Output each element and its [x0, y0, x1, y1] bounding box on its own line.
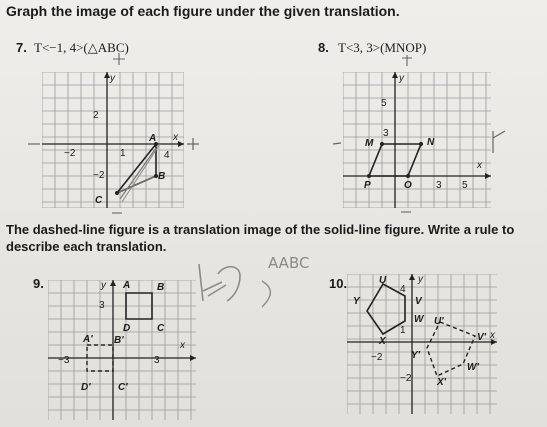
p8-point-m: M — [365, 138, 374, 149]
p9-tick-y3: 3 — [99, 300, 105, 311]
worksheet-title: Graph the image of each figure under the given translation. — [6, 3, 400, 19]
pencil-scribble-2 — [262, 281, 270, 307]
pencil-mark-right-8 — [493, 131, 505, 153]
p10-x-label: x — [490, 330, 495, 341]
p7-point-c: C — [95, 195, 103, 206]
pencil-scribble — [199, 264, 240, 301]
p10-point-x: X — [379, 336, 386, 347]
p8-x-label: x — [477, 160, 482, 171]
p10-point-y-prime: Y' — [411, 350, 421, 361]
p10-point-w: W — [414, 314, 424, 325]
handwritten-note: AABC — [268, 254, 310, 272]
p9-tick-xm3: −3 — [58, 355, 70, 366]
p8-tick-x5: 5 — [462, 180, 468, 191]
problem-7-label: T<−1, 4>(△ABC) — [34, 40, 129, 55]
p9-point-a: A — [123, 280, 131, 291]
p7-y-label: y — [110, 73, 115, 84]
pencil-plus-top-7 — [113, 53, 125, 65]
p9-x-label: x — [180, 340, 185, 351]
p9-point-c: C — [157, 323, 165, 334]
p10-y-label: y — [418, 274, 423, 285]
p7-point-a: A — [149, 133, 157, 144]
p10-point-v-prime: V' — [477, 332, 487, 343]
p8-tick-y5: 5 — [381, 98, 387, 109]
p9-point-d-prime: D' — [81, 382, 91, 393]
problem-10-number: 10. — [329, 276, 348, 291]
p10-tick-xm2: −2 — [371, 352, 383, 363]
problem-7-number: 7. — [16, 40, 27, 55]
p7-tick-y2: 2 — [93, 110, 99, 121]
p8-point-o: O — [404, 180, 412, 191]
p7-tick-x4: 4 — [164, 150, 170, 161]
problem-8-label: T<3, 3>(MNOP) — [338, 40, 427, 55]
p7-tick-x1: 1 — [120, 148, 126, 159]
p9-tick-x3: 3 — [154, 355, 160, 366]
p10-point-v: V — [415, 296, 422, 307]
p7-tick-xm2: −2 — [64, 148, 76, 159]
p9-y-label: y — [101, 280, 106, 291]
p10-point-u-prime: U' — [434, 316, 444, 327]
p8-point-p: P — [364, 180, 371, 191]
p8-tick-y3: 3 — [383, 128, 389, 139]
p7-tick-ym2: −2 — [93, 170, 105, 181]
p10-tick-ym2: −2 — [400, 373, 412, 384]
p10-point-w-prime: W' — [467, 362, 479, 373]
p7-x-label: x — [173, 132, 178, 143]
p8-y-label: y — [399, 73, 404, 84]
pencil-plus-right-7 — [187, 138, 199, 150]
problem-8-number: 8. — [318, 40, 329, 55]
p9-point-a-prime: A' — [83, 334, 93, 345]
instructions: The dashed-line figure is a translation image of the solid-line figure. Write a rule to describe each translation. — [6, 222, 515, 254]
p9-point-c-prime: C' — [118, 382, 128, 393]
p9-point-b-prime: B' — [114, 335, 124, 346]
p10-point-x-prime: X' — [437, 377, 447, 388]
p9-point-b: B — [157, 282, 165, 293]
problem-9-number: 9. — [33, 276, 44, 291]
p8-tick-x3: 3 — [436, 180, 442, 191]
pencil-plus-top-8 — [402, 55, 412, 66]
p10-tick-y4: 4 — [400, 284, 406, 295]
p10-point-u: U — [379, 275, 387, 286]
pencil-dash-left-8 — [333, 143, 341, 144]
p10-point-y: Y — [353, 296, 360, 307]
p7-point-b: B — [158, 171, 166, 182]
p8-point-n: N — [427, 137, 435, 148]
p9-point-d: D — [123, 323, 131, 334]
p10-tick-y1: 1 — [400, 325, 406, 336]
